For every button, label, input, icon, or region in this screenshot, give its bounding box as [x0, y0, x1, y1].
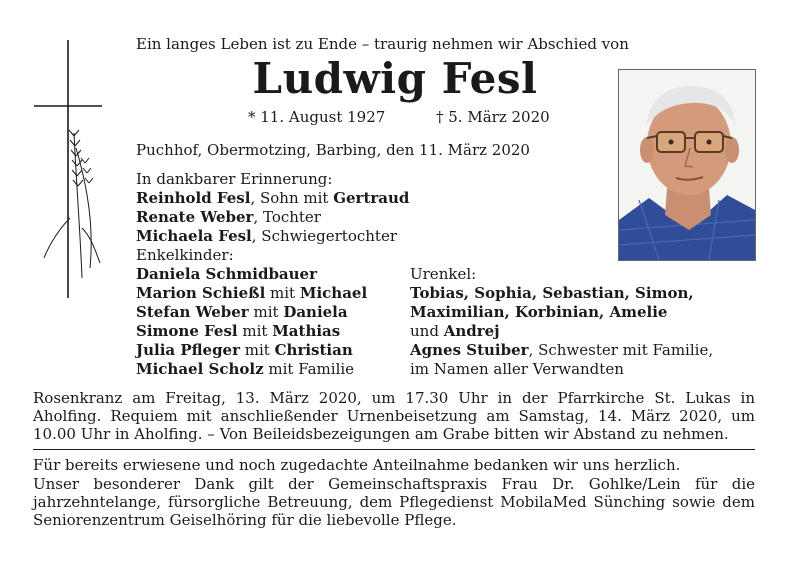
- mourner-relation: mit Familie: [263, 360, 355, 378]
- mourner-line: [410, 284, 713, 303]
- mourner-name: Marion Schießl: [136, 284, 266, 302]
- mourner-line: [410, 303, 713, 322]
- mourner-partner: Gertraud: [333, 189, 410, 207]
- thanks-line: Für bereits erwiesene und noch zugedachte Anteilnahme bedanken wir uns herzlich.: [33, 456, 681, 474]
- mourner-line: [410, 265, 713, 284]
- mourner-line: [136, 322, 409, 341]
- mourner-line: [136, 284, 409, 303]
- mourner-line: [136, 265, 409, 284]
- mourner-line: [410, 360, 713, 379]
- funeral-info: Rosenkranz am Freitag, 13. März 2020, um 17.30 Uhr in der Pfarrkirche St. Lukas in Aholfing. Requiem mit anschließender Urnenbeisetzung am Samstag, 14. März 2020, um 10.00 Uhr in Aholfing. – Von Beileidsbezeigungen am Grabe bitten wir Abstand zu nehmen.: [33, 389, 755, 443]
- mourner-line: [136, 341, 409, 360]
- mourner-partner: Michael: [299, 284, 368, 302]
- mourner-partner: Daniela: [283, 303, 348, 321]
- mourner-relation: mit: [240, 341, 275, 359]
- mourner-relation: Urenkel:: [410, 265, 477, 283]
- mourner-name: Renate Weber: [136, 208, 254, 226]
- mourner-line: [136, 208, 409, 227]
- mourner-line: [136, 246, 409, 265]
- mourner-relation: , Tochter: [253, 208, 321, 226]
- mourner-line: [136, 189, 409, 208]
- mourner-relation: In dankbarer Erinnerung:: [136, 170, 333, 188]
- mourner-line: [136, 360, 409, 379]
- mourners-right: [410, 265, 713, 379]
- mourner-name: Daniela Schmidbauer: [136, 265, 318, 283]
- divider: [33, 449, 755, 450]
- mourner-line: [410, 341, 713, 360]
- mourners-left: [136, 170, 409, 379]
- mourner-partner: Andrej: [443, 322, 500, 340]
- mourner-line: [410, 322, 713, 341]
- mourner-relation: im Namen aller Verwandten: [410, 360, 624, 378]
- mourner-name: Simone Fesl: [136, 322, 238, 340]
- place-date: Puchhof, Obermotzing, Barbing, den 11. März 2020: [136, 141, 530, 159]
- mourner-name: Reinhold Fesl: [136, 189, 251, 207]
- mourner-line: [136, 227, 409, 246]
- thanks-paragraph: Unser besonderer Dank gilt der Gemeinschaftspraxis Frau Dr. Gohlke/Lein für die jahrzehntelange, fürsorgliche Betreuung, dem Pflegedienst MobilaMed Sünching sowie dem Seniorenzentrum Geiselhöring für die liebevolle Pflege.: [33, 475, 755, 529]
- mourner-partner: Mathias: [272, 322, 341, 340]
- mourner-relation: und: [410, 322, 444, 340]
- mourner-line: [136, 170, 409, 189]
- mourner-name: Maximilian, Korbinian, Amelie: [410, 303, 668, 321]
- mourner-relation: , Schwester mit Familie,: [528, 341, 714, 359]
- mourner-relation: mit: [248, 303, 284, 321]
- mourner-relation: , Schwiegertochter: [251, 227, 397, 245]
- deceased-name: Ludwig Fesl: [252, 54, 538, 103]
- mourner-name: Stefan Weber: [136, 303, 249, 321]
- mourner-relation: mit: [237, 322, 273, 340]
- birth-date: * 11. August 1927: [248, 108, 386, 126]
- intro-text: Ein langes Leben ist zu Ende – traurig nehmen wir Abschied von: [136, 35, 629, 53]
- mourner-relation: Enkelkinder:: [136, 246, 234, 264]
- mourner-relation: mit: [265, 284, 300, 302]
- mourner-line: [136, 303, 409, 322]
- mourner-partner: Christian: [274, 341, 353, 359]
- mourner-name: Michaela Fesl: [136, 227, 252, 245]
- portrait-photo: [618, 69, 756, 261]
- mourner-name: Agnes Stuiber: [410, 341, 529, 359]
- mourner-name: Julia Pfleger: [136, 341, 241, 359]
- mourner-relation: , Sohn mit: [250, 189, 334, 207]
- mourner-name: Michael Scholz: [136, 360, 264, 378]
- mourner-name: Tobias, Sophia, Sebastian, Simon,: [410, 284, 694, 302]
- death-date: † 5. März 2020: [436, 108, 550, 126]
